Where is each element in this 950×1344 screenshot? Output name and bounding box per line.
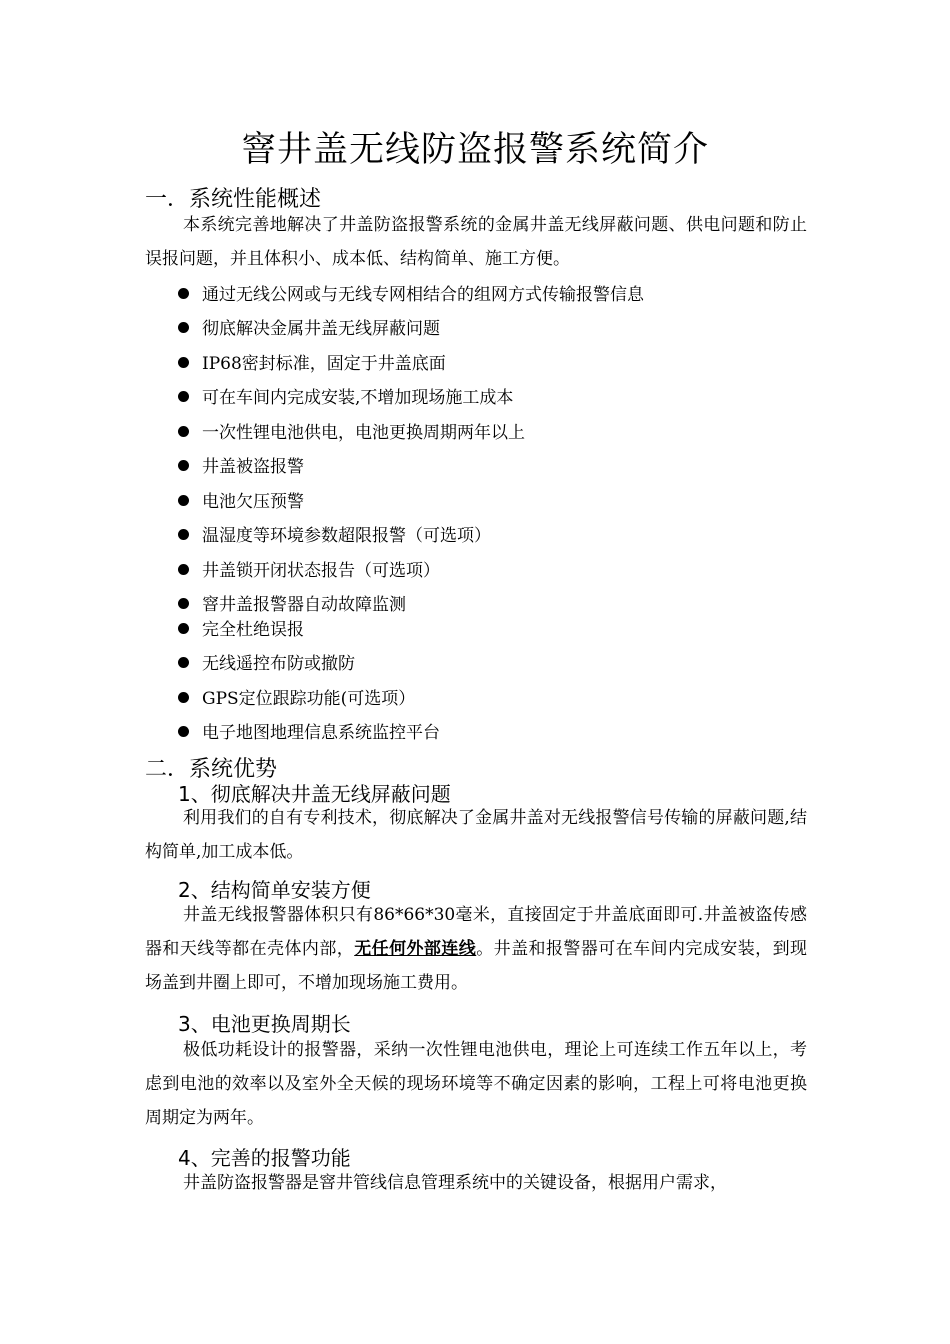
section1-heading: 一．系统性能概述 [145,187,322,212]
feature-item: 电子地图地理信息系统监控平台 [178,720,440,746]
bullet-icon [178,623,189,634]
bullet-icon [178,598,189,609]
advantage-2-heading: 2、结构简单安装方便 [178,878,371,902]
feature-item: 井盖被盗报警 [178,454,304,480]
feature-item: 井盖锁开闭状态报告（可选项） [178,558,440,584]
feature-item: 可在车间内完成安装,不增加现场施工成本 [178,385,513,411]
feature-item: 一次性锂电池供电，电池更换周期两年以上 [178,420,525,446]
bullet-icon [178,322,189,333]
bullet-icon [178,529,189,540]
bullet-icon [178,288,189,299]
section1-intro: 本系统完善地解决了井盖防盗报警系统的金属井盖无线屏蔽问题、供电问题和防止误报问题，并且体积小、成本低、结构简单、施工方便。 [145,215,807,269]
feature-item: 通过无线公网或与无线专网相结合的组网方式传输报警信息 [178,282,644,308]
advantage-4-text: 井盖防盗报警器是窨井管线信息管理系统中的关键设备，根据用户需求， [183,1173,727,1193]
document-title: 窨井盖无线防盗报警系统简介 [240,130,709,170]
feature-item: 完全杜绝误报 [178,617,304,643]
bullet-icon [178,726,189,737]
bullet-icon [178,460,189,471]
advantage-3-text: 极低功耗设计的报警器，采纳一次性锂电池供电，理论上可连续工作五年以上，考虑到电池的效率以及室外全天候的现场环境等不确定因素的影响，工程上可将电池更换周期定为两年。 [145,1040,807,1128]
advantage-1-heading: 1、彻底解决井盖无线屏蔽问题 [178,782,451,806]
feature-item: GPS定位跟踪功能(可选项） [178,686,415,712]
bullet-icon [178,357,189,368]
bullet-icon [178,692,189,703]
bullet-icon [178,391,189,402]
advantage-4-heading: 4、完善的报警功能 [178,1146,351,1170]
bullet-icon [178,657,189,668]
feature-item: 电池欠压预警 [178,489,304,515]
feature-item: IP68密封标准，固定于井盖底面 [178,351,446,377]
bullet-icon [178,495,189,506]
feature-item: 无线遥控布防或撤防 [178,651,355,677]
advantage-3-heading: 3、电池更换周期长 [178,1012,351,1036]
no-external-wiring-emphasis: 无任何外部连线 [354,939,477,959]
advantage-1-text: 利用我们的自有专利技术，彻底解决了金属井盖对无线报警信号传输的屏蔽问题,结构简单,加工成本低。 [145,808,807,862]
feature-item: 窨井盖报警器自动故障监测 [178,592,406,618]
bullet-icon [178,564,189,575]
feature-item: 温湿度等环境参数超限报警（可选项） [178,523,491,549]
bullet-icon [178,426,189,437]
section2-heading: 二．系统优势 [145,757,278,782]
advantage-2-text: 井盖无线报警器体积只有86*66*30毫米，直接固定于井盖底面即可.井盖被盗传感器和天线等都在壳体内部，无任何外部连线。井盖和报警器可在车间内完成安装，到现场盖到井圈上即可，不增加现场施工费用。 [145,905,808,993]
feature-item: 彻底解决金属井盖无线屏蔽问题 [178,316,440,342]
